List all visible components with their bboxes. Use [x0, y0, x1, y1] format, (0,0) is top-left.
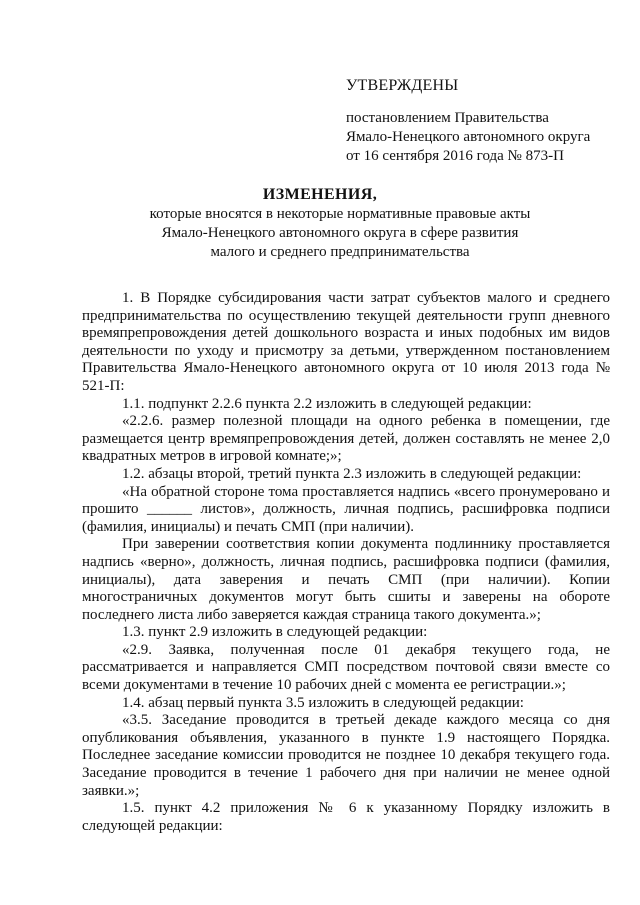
- paragraph-item-1-2: 1.2. абзацы второй, третий пункта 2.3 изложить в следующей редакции:: [122, 465, 582, 482]
- paragraph-item-1-3: 1.3. пункт 2.9 изложить в следующей редакции:: [122, 624, 428, 641]
- subtitle-line: которые вносятся в некоторые нормативные правовые акты: [149, 206, 531, 222]
- paragraph-item-1-4: 1.4. абзац первый пункта 3.5 изложить в следующей редакции:: [122, 694, 524, 711]
- approval-heading: УТВЕРЖДЕНЫ: [346, 77, 459, 94]
- paragraph-quote-2-9: «2.9. Заявка, полученная после 01 декабря текущего года, не рассматривается и направляется СМП посредством почтовой связи вместе со всеми документами в течение 10 рабочих дней с момента ее регистрации.»;: [82, 641, 610, 694]
- subtitle-line: малого и среднего предпринимательства: [210, 244, 470, 260]
- document-title: ИЗМЕНЕНИЯ,: [262, 186, 378, 203]
- paragraph-item-1-1: 1.1. подпункт 2.2.6 пункта 2.2 изложить в следующей редакции:: [122, 395, 532, 412]
- paragraph-quote-3-5: «3.5. Заседание проводится в третьей декаде каждого месяца со дня опубликования объявления, указанного в пункте 1.9 настоящего Порядка. Последнее заседание комиссии проводится не позднее 10 декабря текущего года. Заседание проводится в течение 1 рабочего дня при наличии не менее одной заявки.»;: [82, 712, 610, 799]
- approval-line-date-number: от 16 сентября 2016 года № 873-П: [346, 148, 564, 164]
- document-subtitle: [60, 205, 620, 262]
- approval-line-region: Ямало-Ненецкого автономного округа: [346, 129, 591, 145]
- document-body: [82, 290, 610, 835]
- approval-line-authority: постановлением Правительства: [346, 110, 549, 126]
- approval-block: [346, 76, 626, 166]
- paragraph-quote-2-2-6: «2.2.6. размер полезной площади на одного ребенка в помещении, где размещается центр времяпрепровождения детей, должен составлять не менее 2,0 квадратных метров в игровой комнате;»;: [82, 413, 610, 465]
- subtitle-line: Ямало-Ненецкого автономного округа в сфере развития: [161, 225, 519, 241]
- paragraph-copy-certification: При заверении соответствия копии документа подлиннику проставляется надпись «верно», должность, личная подпись, расшифровка подписи (фамилия, инициалы), дата заверения и печать СМП (при наличии). Копии многостраничных документов могут быть сшиты и заверены на обороте последнего листа либо заверяется каждая страница такого документа.»;: [82, 536, 610, 623]
- paragraph-item-1: 1. В Порядке субсидирования части затрат субъектов малого и среднего предпринимательства по осуществлению текущей деятельности групп дневного времяпрепровождения детей дошкольного возраста и иных подобных им видов деятельности по уходу и присмотру за детьми, утвержденном постановлением Правительства Ямало-Ненецкого автономного округа от 10 июля 2013 года № 521-П:: [82, 290, 610, 394]
- paragraph-quote-volume-inscription: «На обратной стороне тома проставляется надпись «всего пронумеровано и прошито ______ листов», должность, личная подпись, расшифровка подписи (фамилия, инициалы) и печать СМП (при наличии).: [82, 483, 610, 535]
- paragraph-item-1-5: 1.5. пункт 4.2 приложения № 6 к указанному Порядку изложить в следующей редакции:: [82, 800, 610, 834]
